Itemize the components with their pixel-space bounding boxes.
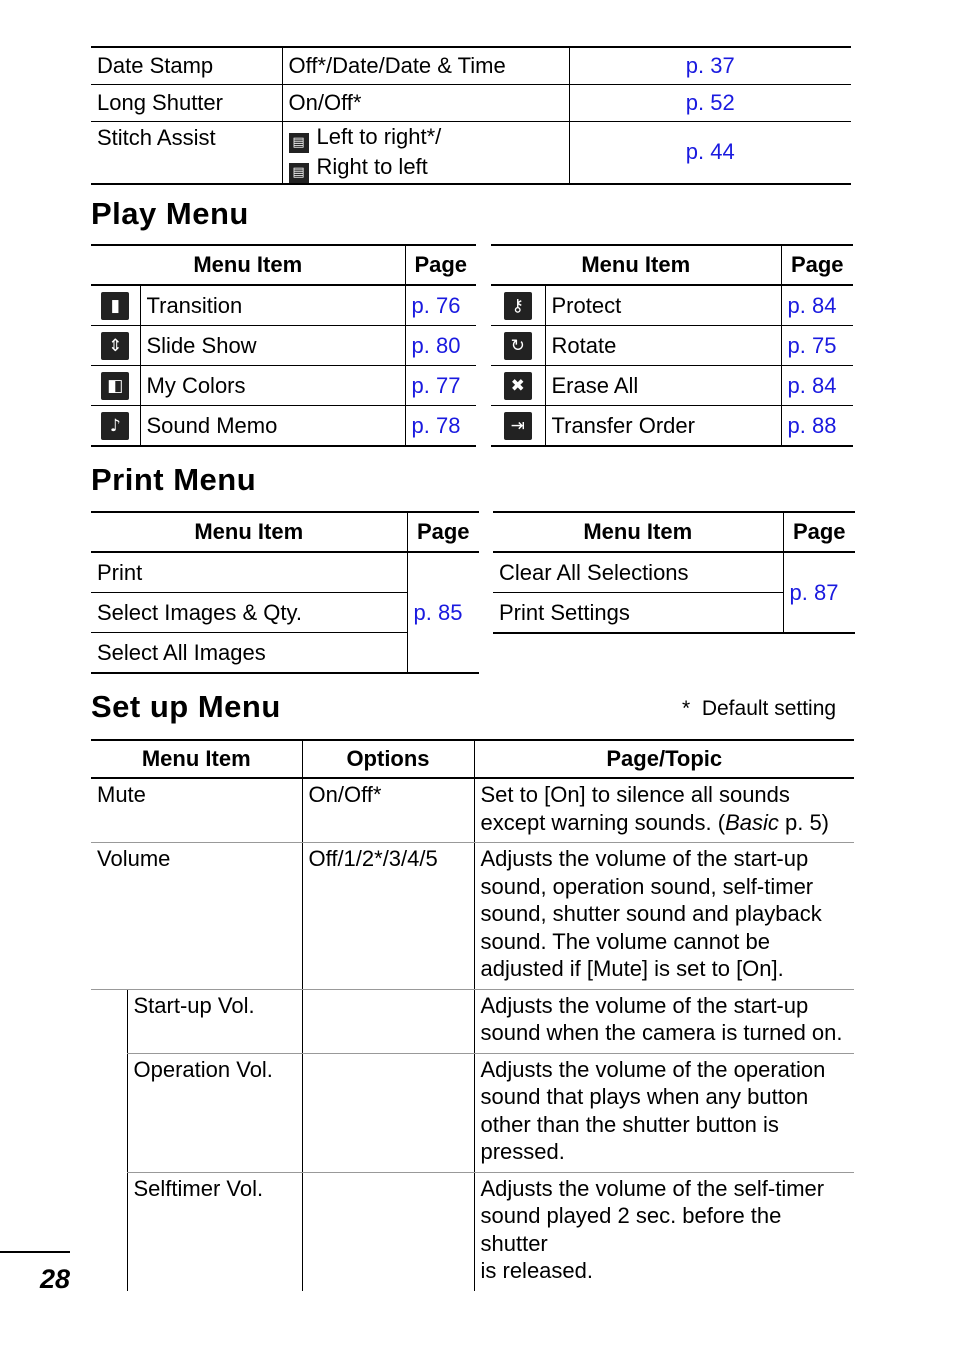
menu-item-label: Protect: [545, 285, 781, 326]
table-row: [91, 406, 476, 447]
page-link[interactable]: p. 78: [405, 406, 476, 447]
camera-settings-table: [91, 46, 851, 185]
protect-key-icon: ⚷: [504, 292, 532, 320]
column-header-page: Page: [783, 512, 855, 552]
menu-item-label: Print Settings: [493, 593, 783, 634]
slide-show-icon: ⇕: [101, 332, 129, 360]
menu-item-name: Volume: [91, 843, 302, 990]
column-header-menu-item: Menu Item: [91, 740, 302, 778]
section-title-play-menu: Play Menu: [91, 196, 249, 231]
menu-item-options: [282, 121, 569, 184]
table-row: [491, 406, 853, 447]
menu-item-options: [302, 989, 474, 1053]
table-row: [491, 326, 853, 366]
table-row: [491, 366, 853, 406]
page-link[interactable]: p. 87: [783, 552, 855, 633]
column-header-page: Page: [405, 245, 476, 285]
column-header-menu-item: Menu Item: [493, 512, 783, 552]
menu-item-label: Select All Images: [91, 633, 407, 674]
print-menu-table-left: [91, 511, 479, 674]
table-row: [91, 1172, 854, 1291]
menu-item-name: Start-up Vol.: [127, 989, 302, 1053]
page-link[interactable]: p. 52: [569, 84, 851, 121]
menu-item-label: Rotate: [545, 326, 781, 366]
option-line: ▤ Left to right*/: [289, 123, 563, 153]
table-row: [91, 285, 476, 326]
page-link[interactable]: p. 75: [781, 326, 853, 366]
default-setting-note: * Default setting: [682, 697, 837, 720]
table-row: [91, 778, 854, 843]
page-link[interactable]: p. 80: [405, 326, 476, 366]
section-title-print-menu: Print Menu: [91, 462, 257, 497]
page-link[interactable]: p. 84: [781, 366, 853, 406]
menu-item-name: Date Stamp: [91, 47, 282, 84]
page-link[interactable]: p. 37: [569, 47, 851, 84]
menu-item-options: Off*/Date/Date & Time: [282, 47, 569, 84]
table-row: [91, 47, 851, 84]
table-header-row: [491, 245, 853, 285]
menu-item-description: Adjusts the volume of the operation sound that plays when any button other than the shutter button is pressed.: [474, 1053, 854, 1172]
menu-item-name: Stitch Assist: [91, 121, 282, 184]
table-header-row: [493, 512, 855, 552]
menu-item-name: Operation Vol.: [127, 1053, 302, 1172]
transition-icon: ▮: [101, 292, 129, 320]
erase-all-icon: ✖: [504, 372, 532, 400]
menu-item-label: Transition: [140, 285, 405, 326]
menu-item-label: Clear All Selections: [493, 552, 783, 593]
column-header-menu-item: Menu Item: [91, 512, 407, 552]
menu-item-description: Adjusts the volume of the start-up sound when the camera is turned on.: [474, 989, 854, 1053]
my-colors-icon: ◧: [101, 372, 129, 400]
page-link[interactable]: p. 85: [407, 552, 479, 673]
stitch-left-to-right-icon: ▤: [289, 133, 309, 153]
menu-item-options: [302, 1053, 474, 1172]
column-header-menu-item: Menu Item: [91, 245, 405, 285]
table-row: [91, 84, 851, 121]
print-menu-table-right: [493, 511, 855, 634]
page-link[interactable]: p. 77: [405, 366, 476, 406]
play-menu-table-right: [491, 244, 853, 447]
table-row: [491, 285, 853, 326]
column-header-options: Options: [302, 740, 474, 778]
rotate-icon: ↻: [504, 332, 532, 360]
table-row: [91, 843, 854, 990]
sound-memo-icon: ♪: [101, 412, 129, 440]
page-number-rule: [0, 1251, 70, 1253]
setup-menu-table: [91, 739, 854, 1291]
table-header-row: [91, 245, 476, 285]
menu-item-options: On/Off*: [302, 778, 474, 843]
column-header-page: Page: [407, 512, 479, 552]
menu-item-options: Off/1/2*/3/4/5: [302, 843, 474, 990]
column-header-page: Page: [781, 245, 853, 285]
menu-item-label: My Colors: [140, 366, 405, 406]
column-header-menu-item: Menu Item: [491, 245, 781, 285]
table-row: [493, 552, 855, 593]
table-row: [91, 552, 479, 593]
table-header-row: [91, 512, 479, 552]
page-link[interactable]: p. 84: [781, 285, 853, 326]
menu-item-name: Mute: [91, 778, 302, 843]
table-row: [91, 121, 851, 184]
menu-item-name: Selftimer Vol.: [127, 1172, 302, 1291]
menu-item-description: Adjusts the volume of the start-up sound, operation sound, self-timer sound, shutter sound and playback sound. The volume cannot be adjusted if [Mute] is set to [On].: [474, 843, 854, 990]
menu-item-description: Set to [On] to silence all sounds except warning sounds. (Basic p. 5): [474, 778, 854, 843]
table-row: [91, 989, 854, 1053]
play-menu-table-left: [91, 244, 476, 447]
option-line: ▤ Right to left: [289, 153, 563, 183]
table-row: [91, 326, 476, 366]
table-row: [91, 366, 476, 406]
menu-item-label: Print: [91, 552, 407, 593]
menu-item-description: Adjusts the volume of the self-timer sound played 2 sec. before the shutter is released.: [474, 1172, 854, 1291]
table-header-row: [91, 740, 854, 778]
menu-item-name: Long Shutter: [91, 84, 282, 121]
transfer-order-icon: ⇥: [504, 412, 532, 440]
menu-item-label: Transfer Order: [545, 406, 781, 447]
section-title-setup-menu: Set up Menu: [91, 689, 281, 724]
page-link[interactable]: p. 88: [781, 406, 853, 447]
table-row: [91, 1053, 854, 1172]
menu-item-label: Slide Show: [140, 326, 405, 366]
page-link[interactable]: p. 76: [405, 285, 476, 326]
menu-item-label: Select Images & Qty.: [91, 593, 407, 633]
menu-item-options: On/Off*: [282, 84, 569, 121]
page-number: 28: [40, 1264, 71, 1294]
menu-item-label: Sound Memo: [140, 406, 405, 447]
menu-item-label: Erase All: [545, 366, 781, 406]
page-link[interactable]: p. 44: [569, 121, 851, 184]
stitch-right-to-left-icon: ▤: [289, 163, 309, 183]
menu-item-options: [302, 1172, 474, 1291]
column-header-page-topic: Page/Topic: [474, 740, 854, 778]
